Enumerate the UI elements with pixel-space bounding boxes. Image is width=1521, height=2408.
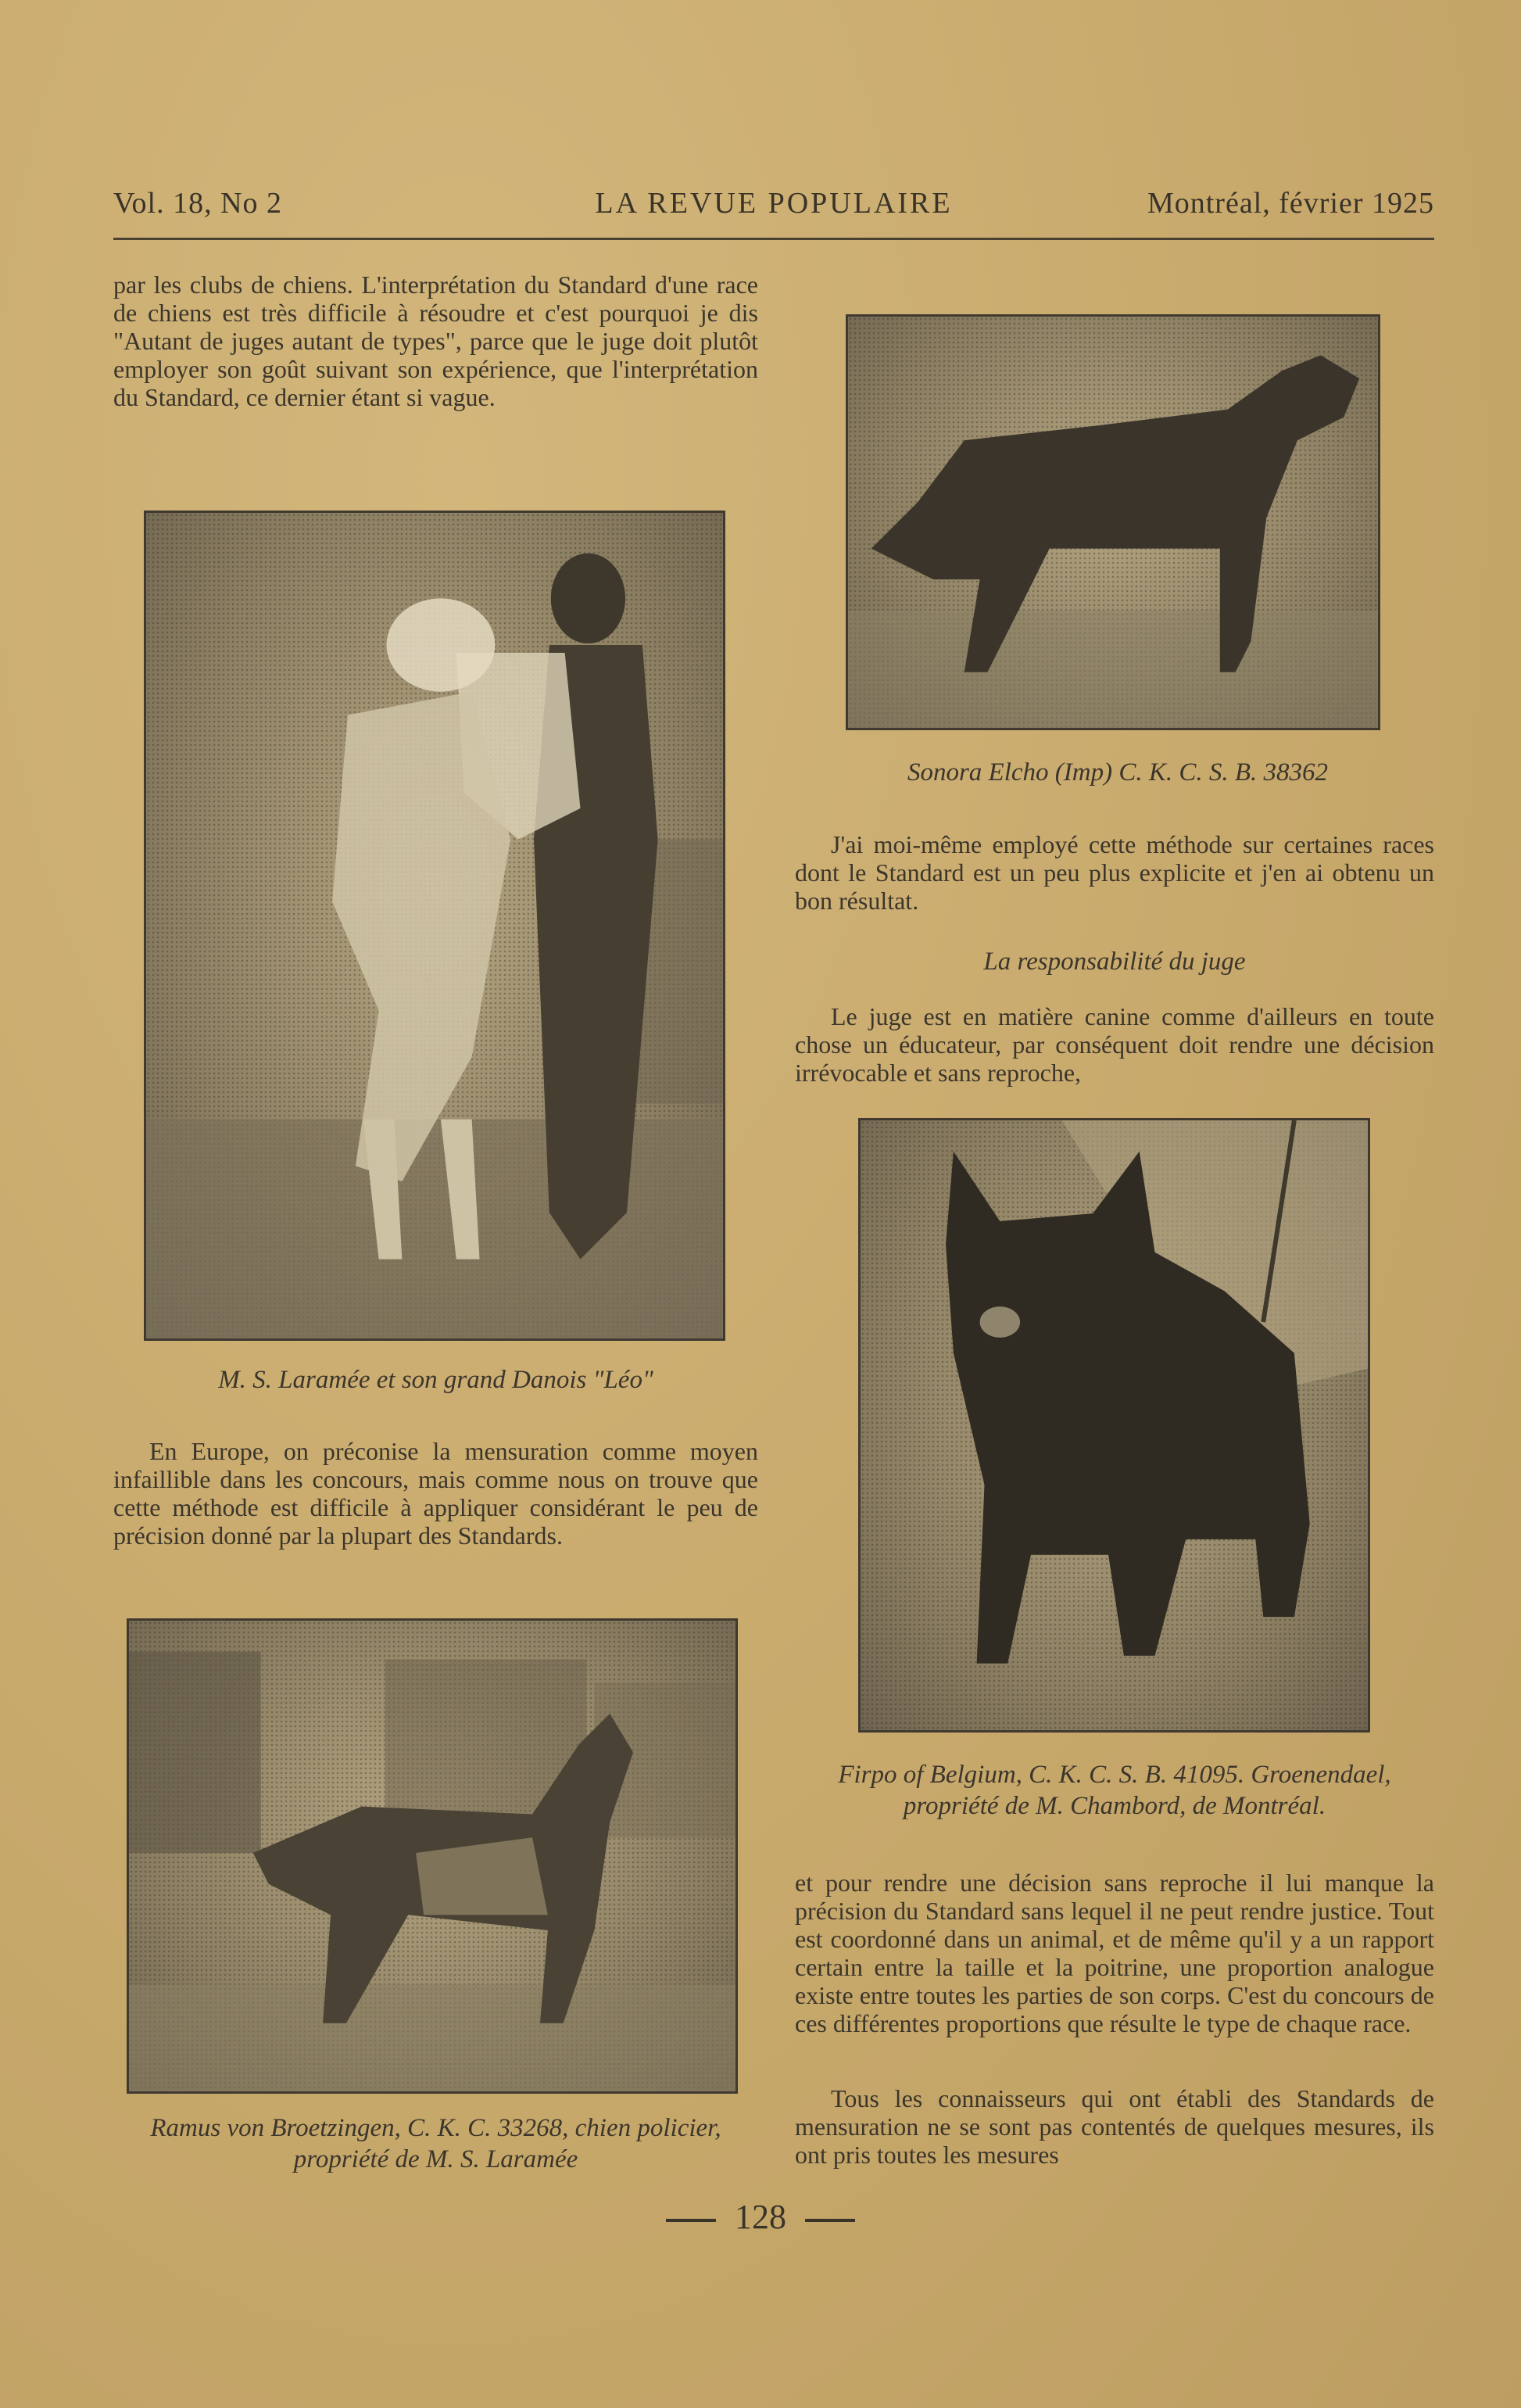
photo-caption-sonora: Sonora Elcho (Imp) C. K. C. S. B. 38362 — [907, 758, 1329, 787]
right-paragraph-3: et pour rendre une décision sans reproche il lui manque la précision du Standard sans lequel il ne peut rendre justice. Tout est coordonné dans un animal, et de même qu'il y a un rapport certain entre la taille et la poitrine, une proportion analogue existe entre toutes les parties de son corps. C'est du concours de ces différentes proportions que résulte le type de chaque race. — [795, 1869, 1434, 2037]
page-footer — [0, 2197, 1521, 2237]
photo-setter-dog — [846, 314, 1380, 730]
left-paragraph-2: En Europe, on préconise la mensuration comme moyen infaillible dans les concours, mais comme nous on trouve que cette méthode est difficile à appliquer considérant le peu de précision donné par la plupart des Standards. — [113, 1437, 758, 1550]
photo-illustration — [861, 1120, 1368, 1730]
section-subheading: La responsabilité du juge — [983, 948, 1246, 976]
photo-illustration — [146, 513, 723, 1338]
folio-dash-right — [805, 2219, 855, 2222]
folio-dash-left — [666, 2219, 716, 2222]
running-header — [113, 186, 1434, 225]
journal-title: LA REVUE POPULAIRE — [595, 187, 953, 220]
right-paragraph-4: Tous les connaisseurs qui ont établi des Standards de mensuration ne se sont pas contentés de quelques mesures, ils ont pris toutes les mesures — [795, 2084, 1434, 2169]
volume-label: Vol. 18, No 2 — [113, 187, 283, 220]
photo-caption-ramus: Ramus von Broetzingen, C. K. C. 33268, chien policier, propriété de M. S. Laramée — [150, 2114, 721, 2173]
photo-caption-laramee: M. S. Laramée et son grand Danois "Léo" — [218, 1366, 653, 1394]
photo-groenendael — [858, 1118, 1370, 1733]
right-paragraph-2: Le juge est en matière canine comme d'ailleurs en toute chose un éducateur, par conséquent doit rendre une décision irrévocable et sans reproche, — [795, 1002, 1434, 1087]
photo-illustration — [129, 1621, 735, 2091]
issue-date: Montréal, février 1925 — [1147, 187, 1434, 220]
photo-illustration — [848, 317, 1378, 728]
right-paragraph-1: J'ai moi-même employé cette méthode sur certaines races dont le Standard est un peu plus explicite et j'en ai obtenu un bon résultat. — [795, 830, 1434, 915]
photo-police-dog — [127, 1618, 738, 2094]
header-rule — [113, 238, 1434, 240]
photo-man-with-great-dane — [144, 511, 725, 1341]
photo-caption-firpo: Firpo of Belgium, C. K. C. S. B. 41095. Groenendael, propriété de M. Chambord, de Montréal. — [838, 1761, 1391, 1820]
page-number: 128 — [735, 2198, 786, 2236]
left-paragraph-1: par les clubs de chiens. L'interprétation du Standard d'une race de chiens est très difficile à résoudre et c'est pourquoi je dis "Autant de juges autant de types", parce que le juge doit plutôt employer son goût suivant son expérience, que l'interprétation du Standard, ce dernier étant si vague. — [113, 271, 758, 411]
